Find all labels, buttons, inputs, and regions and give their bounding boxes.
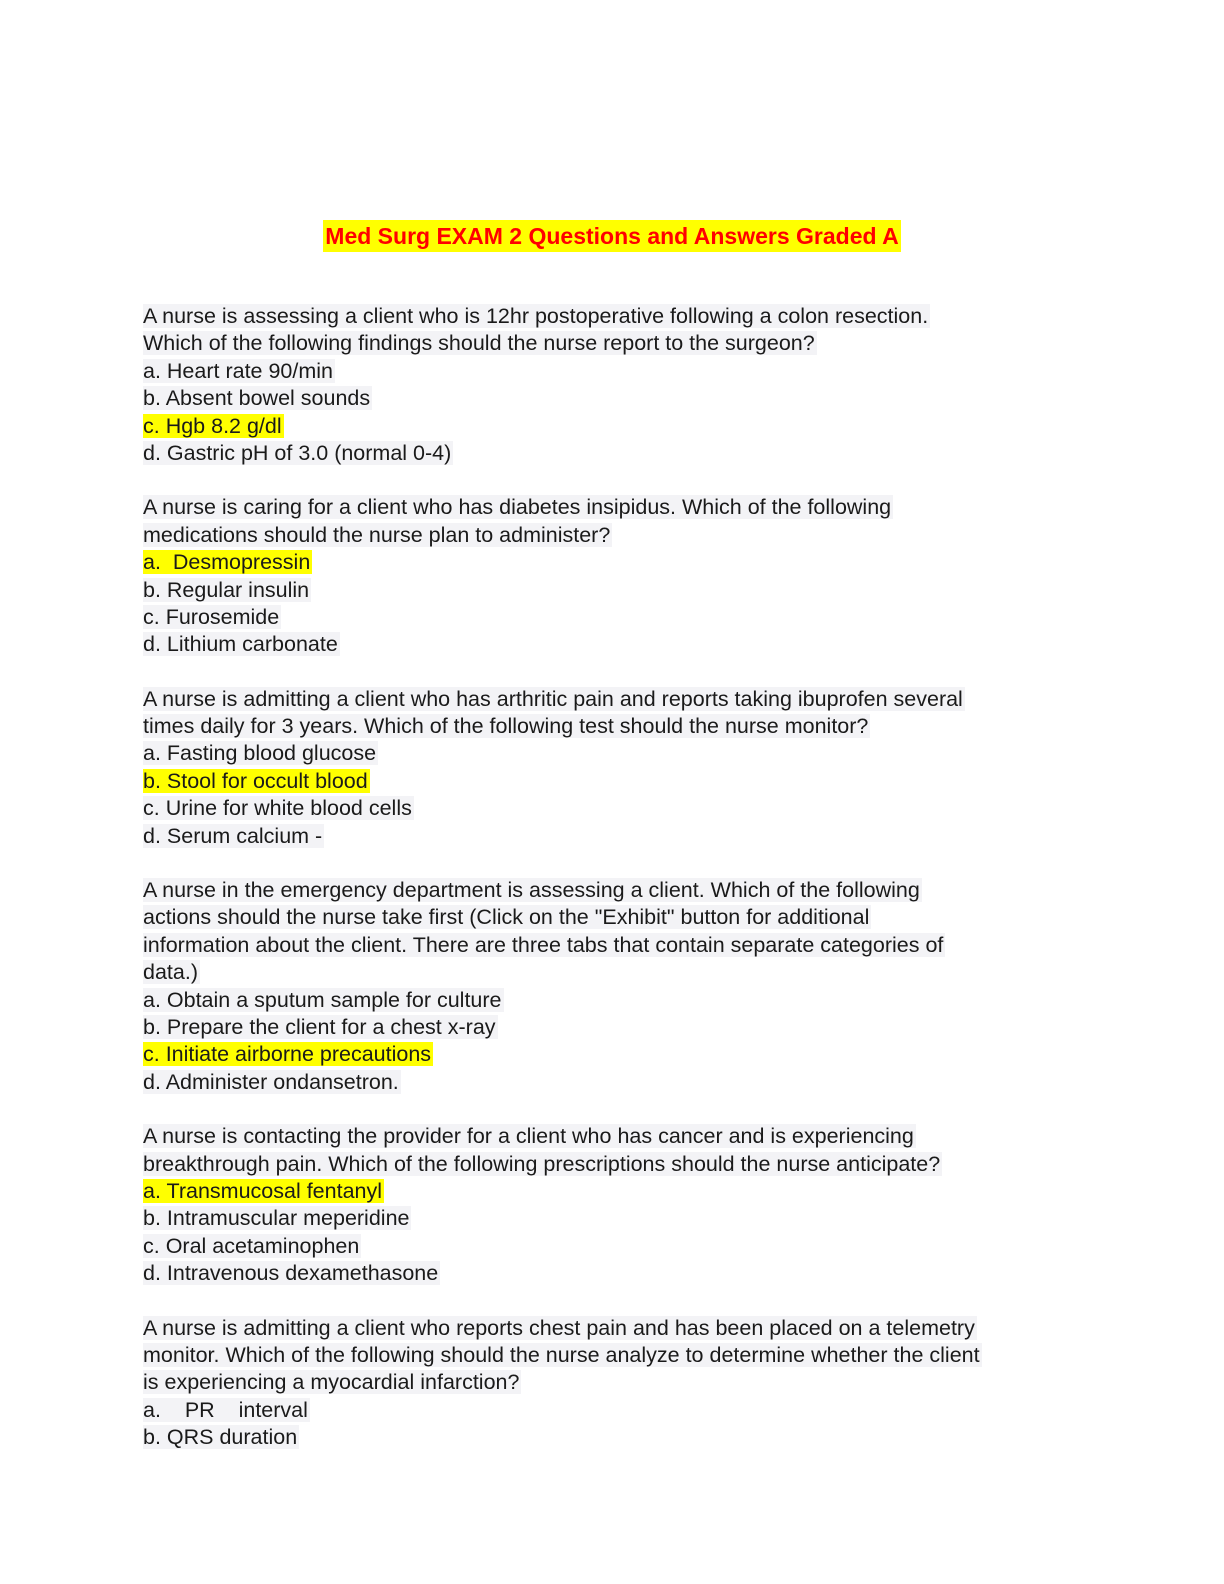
answer-option-correct: [143, 1041, 1083, 1068]
answer-option: [143, 604, 1083, 631]
question-stem-line: [143, 1315, 1083, 1342]
answer-option-text: a. Fasting blood glucose: [143, 741, 377, 766]
answer-option: [143, 1205, 1083, 1232]
question-stem-text: monitor. Which of the following should the nurse analyze to determine whether the client: [143, 1342, 980, 1367]
answer-option-text: d. Lithium carbonate: [143, 632, 338, 657]
answer-option-text: b. Absent bowel sounds: [143, 386, 371, 411]
answer-option: [143, 577, 1083, 604]
question-stem-text: A nurse is contacting the provider for a client who has cancer and is experiencing: [143, 1124, 914, 1149]
question-block: [143, 494, 1083, 658]
question-block: [143, 686, 1083, 850]
answer-option-text: a. PR interval: [143, 1397, 308, 1422]
answer-option: [143, 385, 1083, 412]
question-stem-text: A nurse is admitting a client who has arthritic pain and reports taking ibuprofen several: [143, 686, 963, 711]
answer-option-correct: [143, 1178, 1083, 1205]
answer-option-text: c. Furosemide: [143, 604, 280, 629]
document-title: Med Surg EXAM 2 Questions and Answers Graded A: [323, 220, 900, 252]
question-stem-line: [143, 1123, 1083, 1150]
answer-option-correct: [143, 768, 1083, 795]
answer-option-text: c. Urine for white blood cells: [143, 796, 412, 821]
question-stem-text: times daily for 3 years. Which of the following test should the nurse monitor?: [143, 714, 869, 739]
question-stem-line: [143, 686, 1083, 713]
answer-option: [143, 987, 1083, 1014]
question-stem-text: breakthrough pain. Which of the following prescriptions should the nurse anticipate?: [143, 1151, 941, 1176]
question-stem-line: [143, 522, 1083, 549]
answer-option: [143, 440, 1083, 467]
answer-option-text: a. Obtain a sputum sample for culture: [143, 987, 502, 1012]
answer-option-text: d. Intravenous dexamethasone: [143, 1261, 439, 1286]
question-stem-text: actions should the nurse take first (Click on the "Exhibit" button for additional: [143, 905, 870, 930]
answer-option-text: a. Transmucosal fentanyl: [143, 1178, 383, 1203]
answer-option-correct: [143, 549, 1083, 576]
answer-option-text: a. Heart rate 90/min: [143, 358, 334, 383]
question-stem-line: [143, 932, 1083, 959]
question-stem-text: A nurse is assessing a client who is 12hr postoperative following a colon resection.: [143, 304, 929, 328]
answer-option-correct: [143, 413, 1083, 440]
answer-option-text: c. Hgb 8.2 g/dl: [143, 413, 282, 438]
answer-option-text: a. Desmopressin: [143, 550, 311, 575]
question-stem-line: [143, 877, 1083, 904]
question-stem-line: [143, 494, 1083, 521]
question-stem-text: is experiencing a myocardial infarction?: [143, 1370, 520, 1395]
question-stem-line: [143, 1151, 1083, 1178]
question-stem-text: information about the client. There are three tabs that contain separate categories of: [143, 932, 944, 957]
answer-option: [143, 740, 1083, 767]
answer-option: [143, 795, 1083, 822]
answer-option: [143, 358, 1083, 385]
question-stem-line: [143, 959, 1083, 986]
answer-option: [143, 1233, 1083, 1260]
questions-list: [143, 303, 1083, 1478]
answer-option-text: c. Oral acetaminophen: [143, 1233, 360, 1258]
title-wrap: [0, 220, 1224, 252]
answer-option: [143, 1397, 1083, 1424]
question-stem-line: [143, 303, 1083, 330]
answer-option: [143, 631, 1083, 658]
answer-option-text: d. Serum calcium -: [143, 823, 323, 848]
answer-option-text: d. Gastric pH of 3.0 (normal 0-4): [143, 440, 452, 465]
answer-option: [143, 1014, 1083, 1041]
answer-option-text: b. Regular insulin: [143, 577, 310, 602]
question-block: [143, 1315, 1083, 1452]
question-stem-text: A nurse is caring for a client who has diabetes insipidus. Which of the following: [143, 495, 892, 520]
question-stem-line: [143, 330, 1083, 357]
answer-option: [143, 1424, 1083, 1451]
question-stem-line: [143, 904, 1083, 931]
answer-option: [143, 1069, 1083, 1096]
question-block: [143, 303, 1083, 467]
question-stem-text: A nurse is admitting a client who reports chest pain and has been placed on a telemetry: [143, 1315, 975, 1340]
question-block: [143, 877, 1083, 1096]
question-stem-text: medications should the nurse plan to administer?: [143, 522, 611, 547]
answer-option: [143, 1260, 1083, 1287]
question-stem-line: [143, 1369, 1083, 1396]
question-stem-text: Which of the following findings should the nurse report to the surgeon?: [143, 331, 815, 356]
answer-option-text: b. QRS duration: [143, 1425, 298, 1450]
question-stem-line: [143, 713, 1083, 740]
question-stem-line: [143, 1342, 1083, 1369]
question-stem-text: data.): [143, 960, 198, 985]
answer-option-text: b. Prepare the client for a chest x-ray: [143, 1014, 496, 1039]
answer-option-text: d. Administer ondansetron.: [143, 1069, 399, 1094]
question-block: [143, 1123, 1083, 1287]
question-stem-text: A nurse in the emergency department is assessing a client. Which of the following: [143, 878, 920, 903]
answer-option: [143, 823, 1083, 850]
answer-option-text: c. Initiate airborne precautions: [143, 1042, 432, 1067]
answer-option-text: b. Stool for occult blood: [143, 768, 368, 793]
answer-option-text: b. Intramuscular meperidine: [143, 1206, 410, 1231]
